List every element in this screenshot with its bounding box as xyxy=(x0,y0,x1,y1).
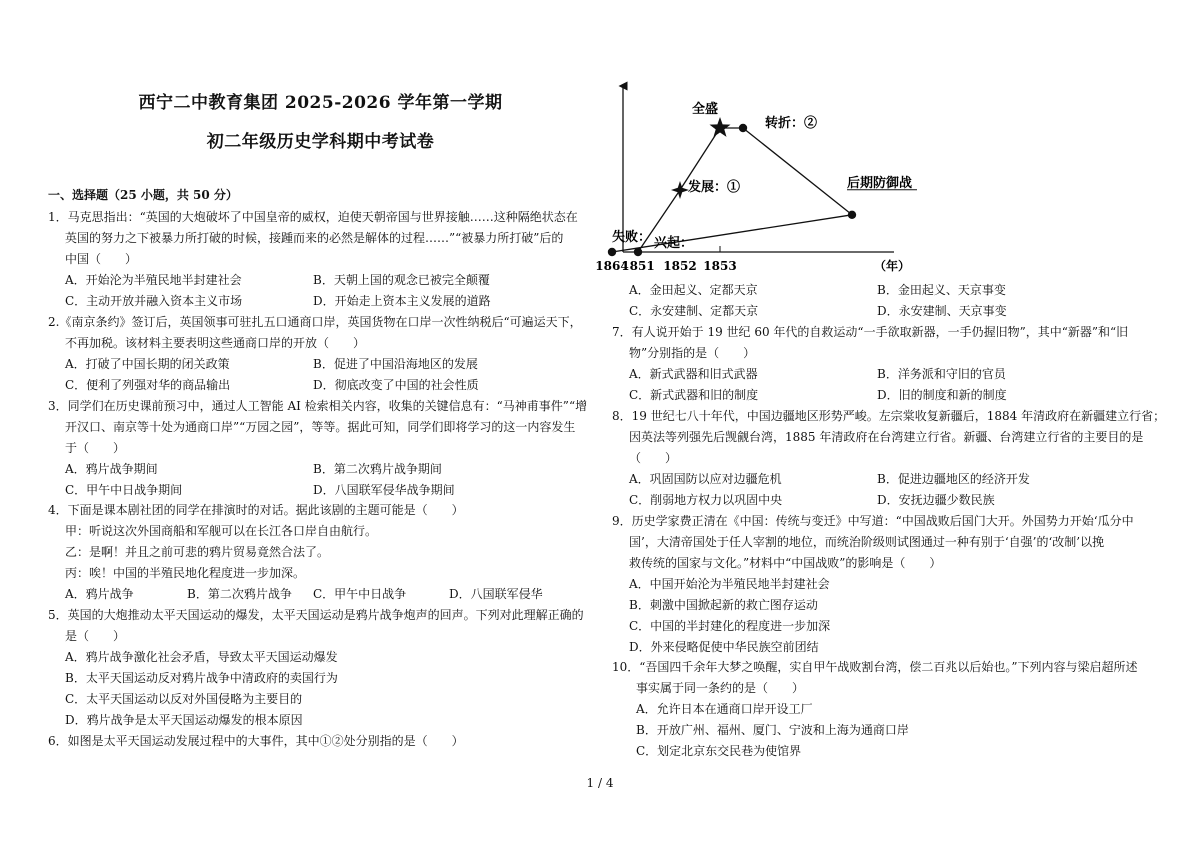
question-9 xyxy=(612,511,1157,658)
q1-option-b: B．天朝上国的观念已被完全颠覆 xyxy=(313,273,490,287)
q9-line3: 救传统的国家与文化。”材料中“中国战败”的影响是（ ） xyxy=(629,556,942,570)
q8-line3: （ ） xyxy=(629,451,678,465)
q7-option-a: A．新式武器和旧式武器 xyxy=(629,367,758,381)
q7-line2: 物”分别指的是（ ） xyxy=(629,346,756,360)
q7-option-c: C．新式武器和旧的制度 xyxy=(629,388,759,402)
point-label: 转折：② xyxy=(765,116,818,131)
q3-option-c: C．甲午中日战争期间 xyxy=(65,483,183,497)
question-10 xyxy=(612,657,1157,762)
q4-line2: 甲：听说这次外国商船和军舰可以在长江各口岸自由航行。 xyxy=(65,524,378,538)
q6-option-d: D．永安建制、天京事变 xyxy=(877,304,1007,318)
q10-option-b: B．开放广州、福州、厦门、宁波和上海为通商口岸 xyxy=(636,723,909,737)
taiping-timeline-chart xyxy=(595,80,942,280)
q8-line2: 因英法等列强先后觊觎台湾，1885 年清政府在台湾建立行省。新疆、台湾建立行省的主要目的是 xyxy=(629,430,1144,444)
q9-option-d: D．外来侵略促使中华民族空前团结 xyxy=(629,640,819,654)
q3-line3: 于（ ） xyxy=(65,441,126,455)
q4-line3: 乙：是啊！并且之前可悲的鸦片贸易竟然合法了。 xyxy=(65,545,330,559)
q1-option-d: D．开始走上资本主义发展的道路 xyxy=(313,294,491,308)
q7-line1: 7．有人说开始于 19 世纪 60 年代的自救运动“一手欲取新器，一手仍握旧物”，其中“新器”和“旧 xyxy=(612,325,1129,339)
question-4 xyxy=(48,500,593,605)
question-8 xyxy=(612,406,1166,511)
x-tick-1851: 1851 xyxy=(621,259,655,273)
question-6-options xyxy=(612,280,1157,322)
q10-option-a: A．允许日本在通商口岸开设工厂 xyxy=(636,702,813,716)
question-7 xyxy=(612,322,1157,406)
q4-option-b: B．第二次鸦片战争 xyxy=(187,587,292,601)
trend-segment xyxy=(743,128,852,215)
q1-line2: 英国的努力之下被暴力所打破的时候，接踵而来的必然是解体的过程……”“被暴力所打破”后的 xyxy=(65,231,564,245)
q1-option-a: A．开始沦为半殖民地半封建社会 xyxy=(65,273,242,287)
question-2 xyxy=(48,312,593,396)
question-5 xyxy=(48,605,593,731)
q5-line1: 5．英国的大炮推动太平天国运动的爆发，太平天国运动是鸦片战争炮声的回声。下列对此理解正确的 xyxy=(48,608,584,622)
q5-option-c: C．太平天国运动以反对外国侵略为主要目的 xyxy=(65,692,303,706)
question-6-stem xyxy=(48,731,593,752)
point-dot xyxy=(634,248,642,256)
point-dot xyxy=(608,248,616,256)
q2-line1: 2.《南京条约》签订后，英国领事可驻扎五口通商口岸，英国货物在口岸一次性纳税后“可遍运天下， xyxy=(48,315,582,329)
q9-option-a: A．中国开始沦为半殖民地半封建社会 xyxy=(629,577,830,591)
q2-option-c: C．便利了列强对华的商品输出 xyxy=(65,378,231,392)
point-label: 全盛 xyxy=(692,102,719,117)
chart-x-unit: （年） xyxy=(874,259,911,273)
q5-line2: 是（ ） xyxy=(65,629,126,643)
q10-option-c: C．划定北京东交民巷为使馆界 xyxy=(636,744,802,758)
point-label: 发展：① xyxy=(688,180,741,195)
exam-subtitle: 初二年级历史学科期中考试卷 xyxy=(206,132,435,152)
q10-line1: 10．“吾国四千余年大梦之唤醒，实自甲午战败割台湾，偿二百兆以后始也。”下列内容与梁启超所述 xyxy=(612,660,1138,674)
point-dot xyxy=(848,211,856,219)
q1-line3: 中国（ ） xyxy=(65,252,138,266)
q4-line4: 丙：唉！中国的半殖民地化程度进一步加深。 xyxy=(65,566,306,580)
q4-option-c: C．甲午中日战争 xyxy=(313,587,407,601)
q8-option-c: C．削弱地方权力以巩固中央 xyxy=(629,493,783,507)
page-number: 1 / 4 xyxy=(586,776,614,790)
q2-option-d: D．彻底改变了中国的社会性质 xyxy=(313,378,479,392)
q8-option-a: A．巩固国防以应对边疆危机 xyxy=(629,472,782,486)
point-peak-star xyxy=(710,117,731,137)
q2-option-a: A．打破了中国长期的闭关政策 xyxy=(65,357,230,371)
q1-line1: 1．马克思指出：“英国的大炮破坏了中国皇帝的威权，迫使天朝帝国与世界接触……这种隔绝状态在 xyxy=(48,210,578,224)
q9-line1: 9．历史学家费正清在《中国：传统与变迁》中写道：“中国战败后国门大开。外国势力开始‘瓜分中 xyxy=(612,514,1134,528)
point-label: 失败： xyxy=(612,230,652,245)
q2-option-b: B．促进了中国沿海地区的发展 xyxy=(313,357,478,371)
q5-option-b: B．太平天国运动反对鸦片战争中清政府的卖国行为 xyxy=(65,671,338,685)
section-heading: 一、选择题（25 小题，共 50 分） xyxy=(48,188,238,202)
q5-option-a: A．鸦片战争激化社会矛盾，导致太平天国运动爆发 xyxy=(65,650,338,664)
q8-option-d: D．安抚边疆少数民族 xyxy=(877,493,995,507)
point-label: 兴起： xyxy=(654,236,694,251)
q10-line2: 事实属于同一条约的是（ ） xyxy=(636,681,805,695)
q4-option-a: A．鸦片战争 xyxy=(65,587,134,601)
x-tick-1852: 1852 xyxy=(663,259,697,273)
q8-option-b: B．促进边疆地区的经济开发 xyxy=(877,472,1030,486)
q3-option-d: D．八国联军侵华战争期间 xyxy=(313,483,455,497)
q3-line2: 开汉口、南京等十处为通商口岸”“万园之园”，等等。据此可知，同学们即将学习的这一内容发生 xyxy=(65,420,576,434)
q8-line1: 8．19 世纪七八十年代，中国边疆地区形势严峻。左宗棠收复新疆后，1884 年清政府在新疆建立行省； xyxy=(612,409,1166,423)
point-dot xyxy=(739,124,747,132)
q6-option-c: C．永安建制、定都天京 xyxy=(629,304,759,318)
q6-option-a: A．金田起义、定都天京 xyxy=(629,283,758,297)
question-3 xyxy=(48,396,593,501)
q3-option-b: B．第二次鸦片战争期间 xyxy=(313,462,442,476)
exam-title: 西宁二中教育集团 2025-2026 学年第一学期 xyxy=(138,93,503,113)
point-development-star xyxy=(671,181,689,199)
q3-option-a: A．鸦片战争期间 xyxy=(65,462,158,476)
q3-line1: 3．同学们在历史课前预习中，通过人工智能 AI 检索相关内容，收集的关键信息有：“马神甫事件”“增 xyxy=(48,399,588,413)
question-1 xyxy=(48,207,593,312)
point-label: 后期防御战 xyxy=(847,175,913,191)
q1-option-c: C．主动开放并融入资本主义市场 xyxy=(65,294,243,308)
q9-option-b: B．刺激中国掀起新的救亡图存运动 xyxy=(629,598,818,612)
x-tick-1853: 1853 xyxy=(703,259,737,273)
q6-option-b: B．金田起义、天京事变 xyxy=(877,283,1006,297)
q6-line1: 6．如图是太平天国运动发展过程中的大事件，其中①②处分别指的是（ ） xyxy=(48,734,464,748)
q2-line2: 不再加税。该材料主要表明这些通商口岸的开放（ ） xyxy=(65,336,366,350)
q5-option-d: D．鸦片战争是太平天国运动爆发的根本原因 xyxy=(65,713,303,727)
x-tick-1864: 1864 xyxy=(595,259,629,273)
q4-line1: 4．下面是课本剧社团的同学在排演时的对话。据此该剧的主题可能是（ ） xyxy=(48,503,464,517)
q9-option-c: C．中国的半封建化的程度进一步加深 xyxy=(629,619,831,633)
q4-option-d: D．八国联军侵华 xyxy=(449,587,543,601)
q7-option-d: D．旧的制度和新的制度 xyxy=(877,388,1007,402)
q9-line2: 国’，大清帝国处于任人宰割的地位，而统治阶级则试图通过一种有别于‘自强’的‘改制’以挽 xyxy=(629,535,1105,549)
q7-option-b: B．洋务派和守旧的官员 xyxy=(877,367,1006,381)
